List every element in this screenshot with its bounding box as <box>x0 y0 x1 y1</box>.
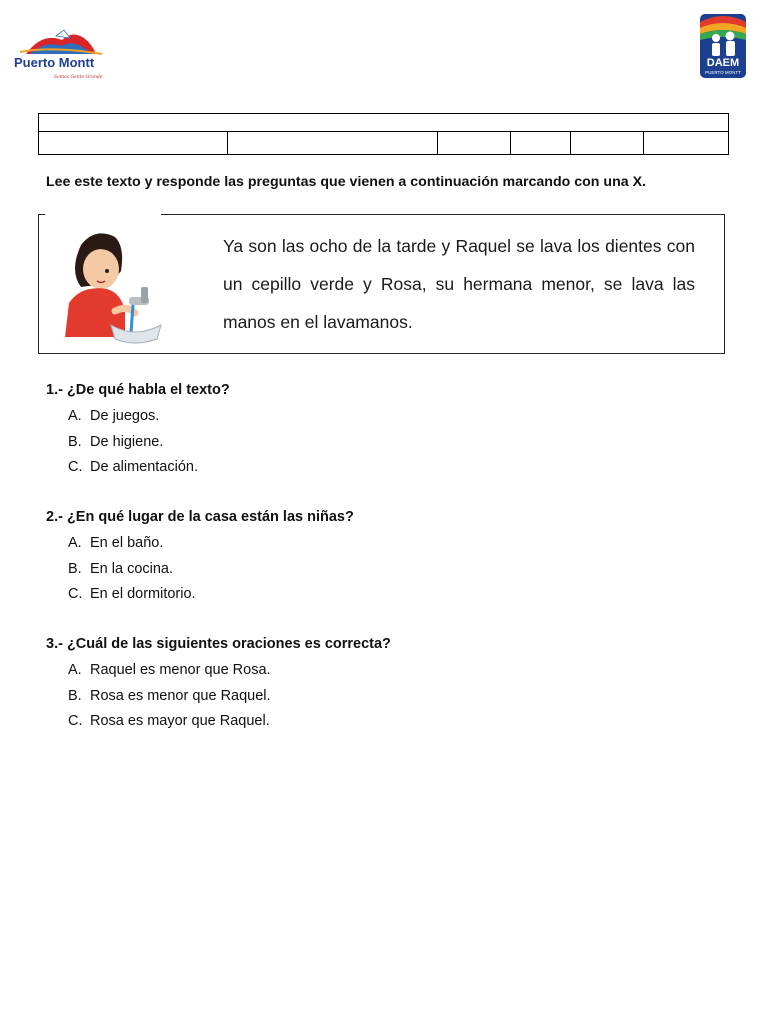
answer-option[interactable] <box>68 457 726 483</box>
daem-logo <box>700 14 746 78</box>
frame-gap <box>45 213 161 217</box>
logo-left-title: Puerto Montt <box>14 55 95 70</box>
question-2 <box>46 507 726 610</box>
name-field[interactable] <box>39 114 729 132</box>
student-info-table <box>38 113 729 155</box>
answer-options <box>46 660 726 737</box>
logo-left-tagline: Somos Gente Grande <box>54 75 103 80</box>
option-text: En el baño. <box>90 535 164 551</box>
reading-passage-text: Ya son las ocho de la tarde y Raquel se lava los dientes con un cepillo verde y Rosa, su hermana menor, se lava las manos en el lavamanos. <box>223 236 695 332</box>
answer-option[interactable] <box>68 406 726 432</box>
question-title: 1.- ¿De qué habla el texto? <box>46 382 230 398</box>
option-text: Rosa es menor que Raquel. <box>90 687 271 704</box>
answer-option[interactable] <box>68 584 726 610</box>
option-letter: A. <box>68 408 82 424</box>
option-letter: B. <box>68 687 82 704</box>
info-cell[interactable] <box>511 132 571 155</box>
info-cell[interactable] <box>571 132 644 155</box>
answer-option[interactable] <box>68 660 726 686</box>
answer-options <box>46 406 726 483</box>
option-text: De juegos. <box>90 408 160 424</box>
reading-passage-box <box>38 214 725 354</box>
info-cell[interactable] <box>39 132 228 155</box>
option-letter: C. <box>68 459 83 475</box>
answer-options <box>46 533 726 610</box>
logo-right-title: DAEM <box>706 57 740 69</box>
info-cell[interactable] <box>644 132 729 155</box>
option-text: Rosa es mayor que Raquel. <box>90 713 270 729</box>
question-3 <box>46 634 726 737</box>
option-text: En el dormitorio. <box>90 586 196 602</box>
option-text: De higiene. <box>90 433 164 450</box>
girl-washing-hands-illustration <box>51 227 163 347</box>
question-title: 2.- ¿En qué lugar de la casa están las niñas? <box>46 509 354 525</box>
info-cell[interactable] <box>228 132 438 155</box>
question-1 <box>46 380 726 483</box>
question-title: 3.- ¿Cuál de las siguientes oraciones es correcta? <box>46 636 391 652</box>
answer-option[interactable] <box>68 559 726 585</box>
option-text: En la cocina. <box>90 560 174 577</box>
option-letter: C. <box>68 713 83 729</box>
instructions: Lee este texto y responde las preguntas que vienen a continuación marcando con una X. <box>46 174 646 190</box>
logo-right-subtitle: PUERTO MONTT <box>705 70 741 75</box>
option-text: De alimentación. <box>90 459 198 475</box>
option-text: Raquel es menor que Rosa. <box>90 662 271 678</box>
option-letter: A. <box>68 662 82 678</box>
option-letter: B. <box>68 560 82 577</box>
answer-option[interactable] <box>68 533 726 559</box>
info-cell[interactable] <box>438 132 511 155</box>
puerto-montt-logo <box>12 28 108 82</box>
answer-option[interactable] <box>68 432 726 458</box>
answer-option[interactable] <box>68 711 726 737</box>
option-letter: B. <box>68 433 82 450</box>
answer-option[interactable] <box>68 686 726 712</box>
option-letter: C. <box>68 586 83 602</box>
option-letter: A. <box>68 535 82 551</box>
